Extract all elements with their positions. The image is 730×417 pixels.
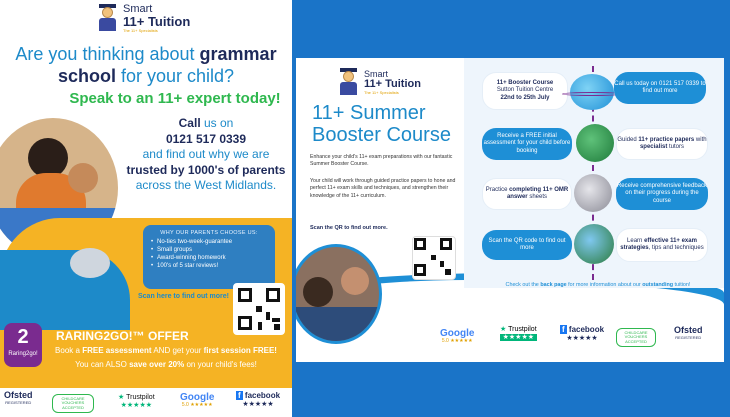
grey-moon-icon [574,174,612,212]
back-page-note: Check out the back page for more information about our outstanding tuition! [505,282,691,288]
ofsted-logo: Ofsted REGISTERED [4,390,33,405]
facebook-f-icon: f [562,325,565,334]
free-assessment-pill: Receive a FREE initial assessment for your child before booking [482,128,572,160]
scan-here-text: Scan here to find out more! [138,293,230,300]
trustpilot-logo: ★ Trustpilot ★★★★★ [118,394,155,409]
intro-paragraph-1: Enhance your child's 11+ exam preparations with our fantastic Summer Booster Course. [310,154,453,168]
call-suffix: us on [200,116,234,130]
speak-to-expert: Speak to an 11+ expert today! [69,90,281,107]
google-logo: Google 5.0 ★★★★★ [180,392,215,408]
facebook-stars-icon: ★★★★★ [566,334,598,342]
green-planet-icon [576,124,614,162]
offer-line-1: Book a FREE assessment AND get your first session FREE! [55,346,277,355]
logo-line2: 11+ Tuition [364,78,421,90]
owl-mascot-icon [97,7,117,31]
google-logo: Google 5.0 ★★★★★ [440,328,475,344]
childcare-vouchers-logo: CHILDCARE VOUCHERS ACCEPTED [616,328,656,347]
why-title: WHY OUR PARENTS CHOOSE US: [160,230,258,236]
trustpilot-stars-icon: ★★★★★ [120,401,153,409]
facebook-stars-icon: ★★★★★ [242,400,274,408]
across-text: across the West Midlands. [135,178,277,193]
why-item: • 100's of 5 star reviews! [151,263,267,269]
ofsted-logo: Ofsted REGISTERED [674,325,703,340]
google-stars-icon: ★★★★★ [190,402,213,408]
logo-line1: Smart [364,69,389,79]
course-title: 11+ Summer Booster Course [312,102,451,146]
phone-number[interactable]: 0121 517 0339 [165,131,247,146]
right-qr-code[interactable] [412,236,456,280]
left-qr-code[interactable] [233,283,285,335]
google-stars-icon: ★★★★★ [450,338,473,344]
trustpilot-logo: ★ Trustpilot ★★★★★ [500,326,537,341]
left-badge-row [0,388,292,417]
why-item: • No-ties two-week-guarantee [151,239,267,245]
feedback-pill: Receive comprehensive feedback on their progress during the course [616,178,708,210]
raring2go-badge [4,323,42,367]
facebook-logo: f facebook ★★★★★ [562,325,605,342]
why-item: • Small groups [151,247,267,253]
earth-planet-icon [574,224,614,264]
trustpilot-stars-icon: ★★★★★ [500,334,537,342]
logo-line1: Smart [123,3,153,15]
call-label: Call [178,116,201,130]
left-headline [8,44,284,87]
left-flyer [0,0,292,417]
learn-strategies-pill: Learn effective 11+ exam strategies, tips and techniques [616,228,708,262]
classroom-photo [296,244,382,344]
headline-text-2: for your child? [115,65,235,86]
childcare-vouchers-logo: CHILDCARE VOUCHERS ACCEPTED [52,394,94,413]
why-item: • Award-winning homework [151,255,267,261]
intro-paragraph-2: Your child will work through guided practice papers to hone and perfect 11+ exam skills and techniques, and strengthen their knowledge of the 11+ curriculum. [310,178,456,199]
offer-title: RARING2GO!™ OFFER [56,329,189,343]
offer-line-2: You can ALSO save over 20% on your child's fees! [75,360,257,369]
call-block [126,116,286,194]
blue-swoosh [0,250,130,330]
left-logo [97,4,190,33]
trustpilot-star-icon: ★ [500,326,507,333]
trustpilot-star-icon: ★ [118,394,125,401]
owl-mascot-icon [338,71,358,95]
rocket-icon [70,248,110,278]
planet-ring-icon [562,92,622,96]
call-us-pill[interactable]: Call us today on 0121 517 0339 to find out more [614,72,706,104]
raring2go-label: Raring2go! [8,351,38,357]
course-info-pill: 11+ Booster Course Sutton Tuition Centre 22nd to 25th July [482,72,568,110]
practice-omr-pill: Practice completing 11+ OMR answer sheets [482,178,572,210]
trusted-text: trusted by 1000's of parents [126,162,286,177]
facebook-f-icon: f [238,391,241,400]
find-out-text: and find out why we are [142,147,270,162]
scan-qr-text: Scan the QR to find out more. [310,225,388,231]
scan-qr-pill[interactable]: Scan the QR code to find out more [482,230,572,260]
right-flyer [296,58,724,362]
facebook-logo: f facebook ★★★★★ [238,391,281,408]
guided-papers-pill: Guided 11+ practice papers with specialist tutors [616,128,708,160]
logo-line2: 11+ Tuition [123,14,191,29]
logo-tagline: The 11+ Specialists [364,90,399,95]
why-choose-card [143,225,275,289]
headline-bold: grammar school [57,44,277,86]
logo-tagline: The 11+ Specialists [123,28,158,33]
headline-text-1: Are you thinking about [15,44,200,64]
right-logo [338,70,421,95]
raring2go-mark-icon: 2 [17,326,29,348]
